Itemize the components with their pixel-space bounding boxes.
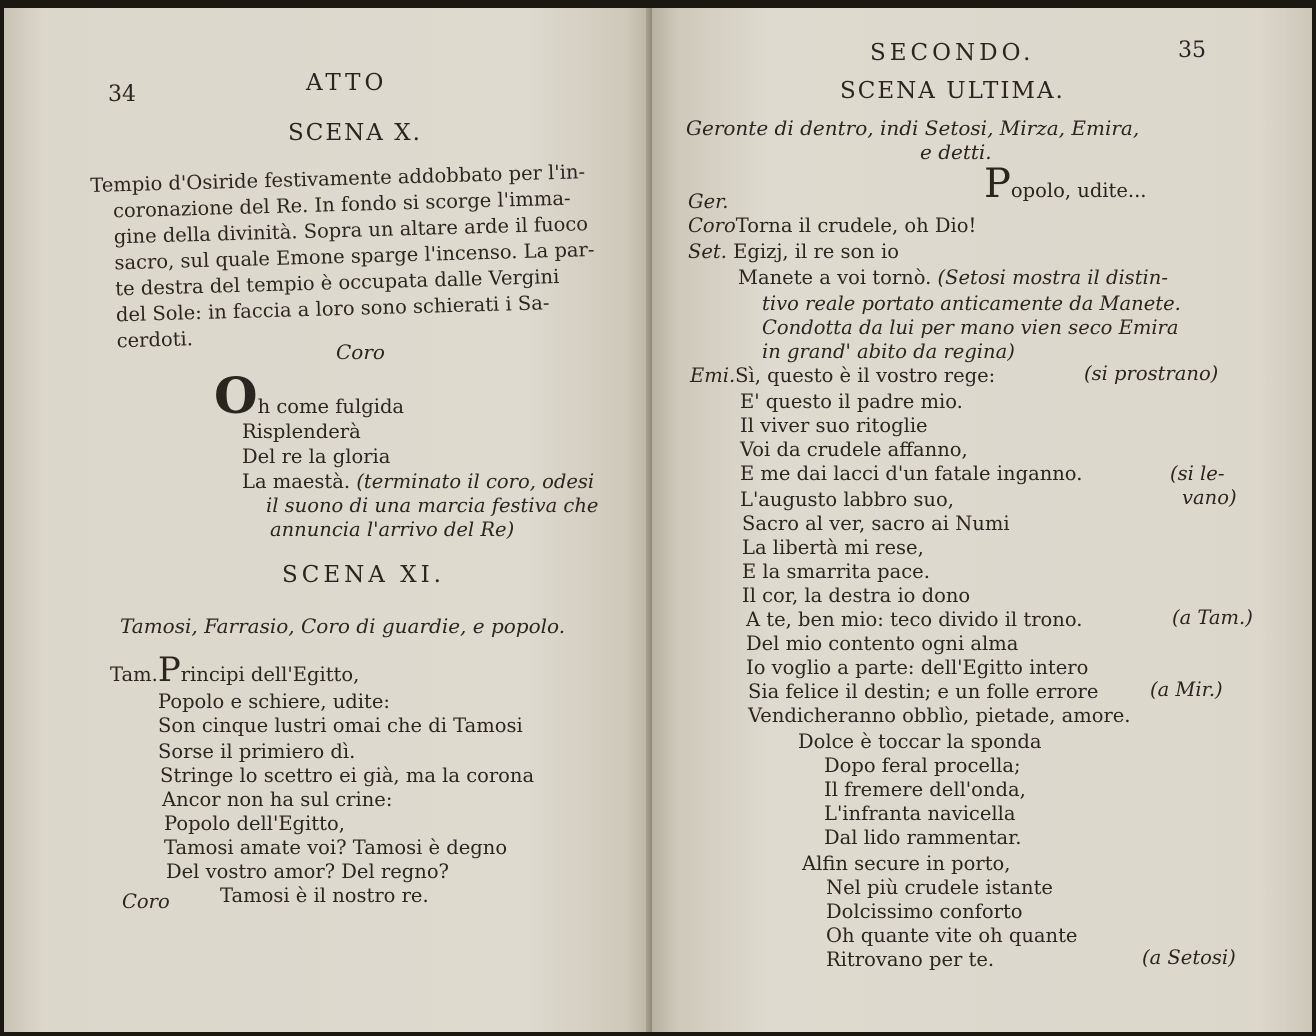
characters-line: Tamosi, Farrasio, Coro di guardie, e popolo.: [120, 614, 566, 638]
text-line: Del re la gloria: [242, 445, 391, 468]
chorus-first-line: [214, 366, 405, 425]
text-line: Tempio d'Osiride festivamente addobbato per l'in-: [90, 160, 586, 197]
speech-line: [690, 364, 995, 387]
stage-direction: (si le-: [1170, 462, 1225, 485]
text-line: del Sole: in faccia a loro sono schierati i Sa-: [115, 291, 550, 327]
stage-direction: vano): [1182, 486, 1237, 509]
text-line: Tamosi amate voi? Tamosi è degno: [164, 836, 508, 859]
speaker-label: Coro: [122, 890, 170, 913]
text-line: E la smarrita pace.: [742, 560, 930, 583]
characters-line: e detti.: [920, 140, 992, 164]
speaker-label: Coro: [336, 340, 385, 364]
characters-line: Geronte di dentro, indi Setosi, Mirza, Emira,: [686, 116, 1140, 140]
stage-direction: Condotta da lui per mano vien seco Emira: [762, 316, 1179, 339]
text-line: L'infranta navicella: [824, 802, 1016, 825]
text-line: Io voglio a parte: dell'Egitto intero: [746, 656, 1089, 679]
text-line: Dal lido rammentar.: [824, 826, 1022, 849]
text-line: Risplenderà: [242, 420, 361, 443]
text-line: L'augusto labbro suo,: [740, 488, 954, 511]
scene-title: SCENA XI.: [282, 562, 445, 588]
text-line: Sì, questo è il vostro rege:: [735, 364, 996, 387]
stage-direction: [90, 159, 630, 353]
text-line: Ritrovano per te.: [826, 948, 995, 971]
speech-line: [738, 266, 1168, 289]
speech-line: [688, 240, 899, 263]
text-line: Egizj, il re son io: [733, 240, 900, 263]
text-line: Il cor, la destra io dono: [742, 584, 971, 607]
text-line: Del mio contento ogni alma: [746, 632, 1019, 655]
text-line: Del vostro amor? Del regno?: [166, 860, 450, 883]
text-line: Tamosi è il nostro re.: [220, 884, 429, 907]
stage-direction: (a Setosi): [1142, 946, 1236, 969]
speech-first-line: [110, 650, 360, 690]
speaker-label: Set.: [688, 240, 727, 263]
text-line: Dopo feral procella;: [824, 754, 1021, 777]
speech-first-line: [984, 161, 1147, 207]
scene-title: SCENA ULTIMA.: [840, 78, 1065, 104]
running-head: SECONDO.: [870, 40, 1035, 66]
page-number: 35: [1178, 38, 1206, 63]
text-line: Dolcissimo conforto: [826, 900, 1023, 923]
stage-direction: (si prostrano): [1084, 362, 1219, 385]
stage-direction: (terminato il coro, odesi: [356, 470, 595, 493]
text-line: Voi da crudele affanno,: [740, 438, 968, 461]
left-page: [4, 8, 652, 1032]
speaker-label: Coro: [688, 214, 736, 237]
text-line: La libertà mi rese,: [742, 536, 924, 559]
speaker-label: Tam.: [110, 663, 158, 686]
text-line: Sia felice il destin; e un folle errore: [748, 680, 1099, 703]
page-number: 34: [108, 82, 136, 107]
text-segment: La maestà.: [242, 470, 351, 493]
text-line: E' questo il padre mio.: [740, 390, 963, 413]
drop-cap: O: [214, 366, 258, 425]
text-line: Vendicheranno obblìo, pietade, amore.: [748, 704, 1131, 727]
text-line: Dolce è toccar la sponda: [798, 730, 1042, 753]
text-line: Stringe lo scettro ei già, ma la corona: [160, 764, 535, 787]
text-line: Manete a voi tornò.: [738, 266, 932, 289]
drop-cap: P: [984, 161, 1011, 207]
speaker-label: Ger.: [688, 190, 729, 213]
text-line: E me dai lacci d'un fatale inganno.: [740, 462, 1083, 485]
stage-direction: annuncia l'arrivo del Re): [270, 518, 515, 541]
text-line: Il fremere dell'onda,: [824, 778, 1026, 801]
stage-direction: (a Mir.): [1150, 678, 1223, 701]
text-line: gine della divinità. Sopra un altare arde il fuoco: [113, 212, 589, 249]
text-line: h come fulgida: [257, 395, 405, 418]
text-line: Sorse il primiero dì.: [158, 740, 356, 763]
text-line: Torna il crudele, oh Dio!: [735, 214, 977, 237]
running-head: ATTO: [306, 70, 388, 96]
stage-direction: in grand' abito da regina): [762, 340, 1015, 363]
speech-line: [688, 214, 976, 237]
text-line: Oh quante vite oh quante: [826, 924, 1078, 947]
text-line: Il viver suo ritoglie: [740, 414, 928, 437]
text-line: rincipi dell'Egitto,: [180, 663, 360, 686]
stage-direction: tivo reale portato anticamente da Manete.: [762, 292, 1181, 315]
text-line: Ancor non ha sul crine:: [162, 788, 393, 811]
scene-title: SCENA X.: [288, 120, 422, 146]
stage-direction: (Setosi mostra il distin-: [937, 266, 1168, 289]
text-line: te destra del tempio è occupata dalle Vergini: [114, 264, 560, 301]
text-line: A te, ben mio: teco divido il trono.: [746, 608, 1083, 631]
stage-direction: (a Tam.): [1172, 606, 1253, 629]
speaker-label: Emi.: [690, 364, 736, 387]
text-line: Popolo dell'Egitto,: [164, 812, 345, 835]
text-line: [242, 470, 594, 493]
right-page: [652, 8, 1312, 1032]
text-line: Nel più crudele istante: [826, 876, 1053, 899]
drop-cap: P: [157, 650, 181, 690]
text-line: Sacro al ver, sacro ai Numi: [742, 512, 1010, 535]
text-line: cerdoti.: [116, 327, 194, 353]
text-line: opolo, udite...: [1010, 179, 1147, 202]
text-line: Alfin secure in porto,: [802, 852, 1011, 875]
text-line: Son cinque lustri omai che di Tamosi: [158, 714, 523, 737]
text-line: coronazione del Re. In fondo si scorge l'imma-: [112, 186, 571, 223]
text-line: Popolo e schiere, udite:: [158, 690, 390, 713]
stage-direction: il suono di una marcia festiva che: [266, 494, 599, 517]
text-line: sacro, sul quale Emone sparge l'incenso. La par-: [114, 237, 595, 275]
